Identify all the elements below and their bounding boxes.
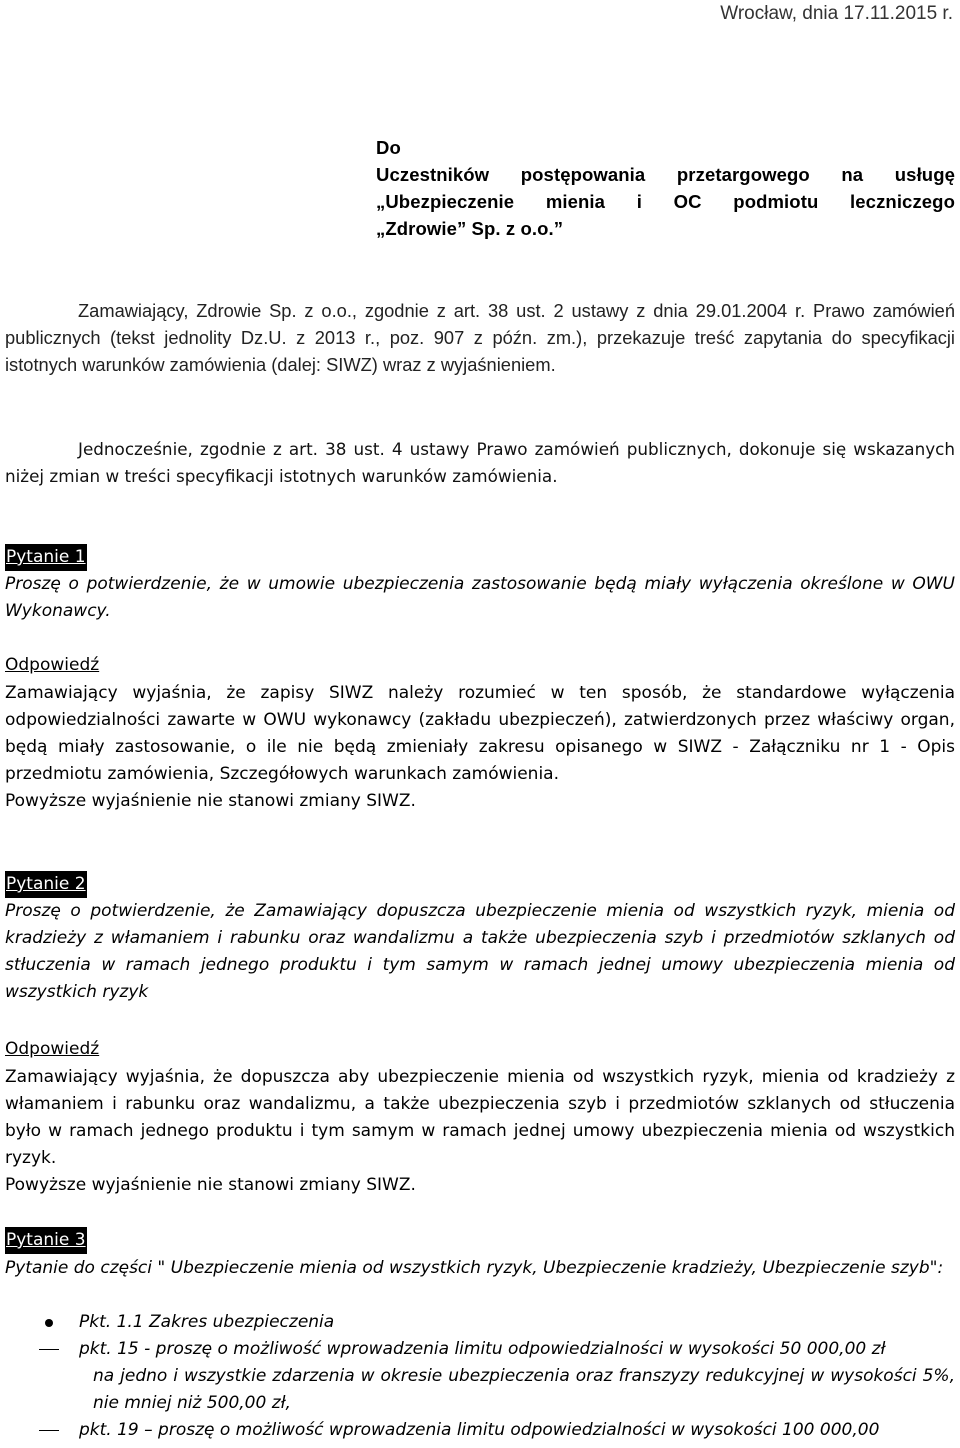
addressee-line-2: Uczestników postępowania przetargowego na usługę — [376, 164, 955, 185]
list-item-continuation: na jedno i wszystkie zdarzenia w okresie ubezpieczenia oraz franszyzy redukcyjnej w wysokości 5%, nie mniej niż 500,00 zł, — [93, 1366, 955, 1413]
question-3-text: Pytanie do części " Ubezpieczenie mienia od wszystkich ryzyk, Ubezpieczenie kradzieży, Ubezpieczenie szyb": — [5, 1258, 944, 1278]
question-3-text-block — [5, 1255, 955, 1282]
document-page — [5, 0, 955, 1448]
dateline: Wrocław, dnia 17.11.2015 r. — [720, 3, 953, 24]
answer-2-label-block — [5, 1036, 955, 1063]
dash-icon — [39, 1430, 59, 1431]
addressee-line-4: „Zdrowie” Sp. z o.o.” — [376, 218, 564, 239]
question-2-label: Pytanie 2 — [5, 871, 87, 898]
addressee-line-3: „Ubezpieczenie mienia i OC podmiotu leczniczego — [376, 191, 955, 212]
answer-2-text-block — [5, 1064, 955, 1199]
question-1-label: Pytanie 1 — [5, 544, 87, 571]
dash-icon — [39, 1349, 59, 1350]
bullet-icon — [45, 1319, 53, 1327]
list-item — [5, 1309, 955, 1336]
list-item — [5, 1417, 955, 1444]
question-2-text-block — [5, 898, 955, 1006]
intro-paragraph-1: Zamawiający, Zdrowie Sp. z o.o., zgodnie z art. 38 ust. 2 ustawy z dnia 29.01.2004 r. Prawo zamówień publicznych (tekst jednolity Dz.U. z 2013 r., poz. 907 z późn. zm.), przekazuje treść zapytania do specyfikacji istotnych warunków zamówienia (dalej: SIWZ) wraz z wyjaśnieniem. — [5, 300, 955, 375]
question-2-text: Proszę o potwierdzenie, że Zamawiający dopuszcza ubezpieczenie mienia od wszystkich ryzyk, mienia od kradzieży z włamaniem i rabunku oraz wandalizmu a także ubezpieczenia szyb i przedmiotów szklanych od stłuczenia w ramach jednego produktu i tym samym w ramach jednej umowy ubezpieczenia mienia od wszystkich ryzyk — [5, 901, 955, 1002]
addressee-line-1: Do — [376, 137, 401, 158]
question-3-list — [5, 1309, 955, 1444]
addressee-block — [376, 134, 955, 242]
question-2-section — [5, 871, 955, 898]
question-3-section — [5, 1227, 955, 1254]
answer-1-text-block — [5, 680, 955, 815]
intro-paragraph-2-block — [5, 436, 955, 490]
question-1-section — [5, 544, 955, 571]
intro-paragraph-1-block — [5, 297, 955, 378]
list-item-text: Pkt. 1.1 Zakres ubezpieczenia — [79, 1312, 335, 1332]
answer-1-label-block — [5, 652, 955, 679]
answer-1-text: Zamawiający wyjaśnia, że zapisy SIWZ należy rozumieć w ten sposób, że standardowe wyłączenia odpowiedzialności zawarte w OWU wykonawcy (zakładu ubezpieczeń), zatwierdzonych przez właściwy organ, będą miały zastosowanie, o ile nie będą zmieniały zakresu opisanego w SIWZ - Załączniku nr 1 - Opis przedmiotu zamówienia, Szczegółowych warunkach zamówienia. — [5, 683, 955, 784]
answer-1-note: Powyższe wyjaśnienie nie stanowi zmiany SIWZ. — [5, 791, 416, 811]
list-item-text: pkt. 15 - proszę o możliwość wprowadzenia limitu odpowiedzialności w wysokości 50 000,00 zł — [79, 1339, 886, 1359]
answer-1-label: Odpowiedź — [5, 655, 100, 675]
question-1-text: Proszę o potwierdzenie, że w umowie ubezpieczenia zastosowanie będą miały wyłączenia określone w OWU Wykonawcy. — [5, 574, 955, 621]
intro-paragraph-2: Jednocześnie, zgodnie z art. 38 ust. 4 ustawy Prawo zamówień publicznych, dokonuje się wskazanych niżej zmian w treści specyfikacji istotnych warunków zamówienia. — [5, 439, 955, 486]
question-1-text-block — [5, 571, 955, 625]
answer-2-text: Zamawiający wyjaśnia, że dopuszcza aby ubezpieczenie mienia od wszystkich ryzyk, mienia od kradzieży z włamaniem i rabunku oraz wandalizmu, a także ubezpieczenia szyb i przedmiotów szklanych od stłuczenia było w ramach jednego produktu i tym samym w ramach jednej umowy ubezpieczenia mienia od wszystkich ryzyk. — [5, 1067, 955, 1168]
list-item-text: pkt. 19 – proszę o możliwość wprowadzenia limitu odpowiedzialności w wysokości 100 000,00 — [79, 1420, 880, 1440]
list-item — [5, 1336, 955, 1417]
answer-2-note: Powyższe wyjaśnienie nie stanowi zmiany SIWZ. — [5, 1175, 416, 1195]
answer-2-label: Odpowiedź — [5, 1039, 100, 1059]
question-3-label: Pytanie 3 — [5, 1227, 87, 1254]
